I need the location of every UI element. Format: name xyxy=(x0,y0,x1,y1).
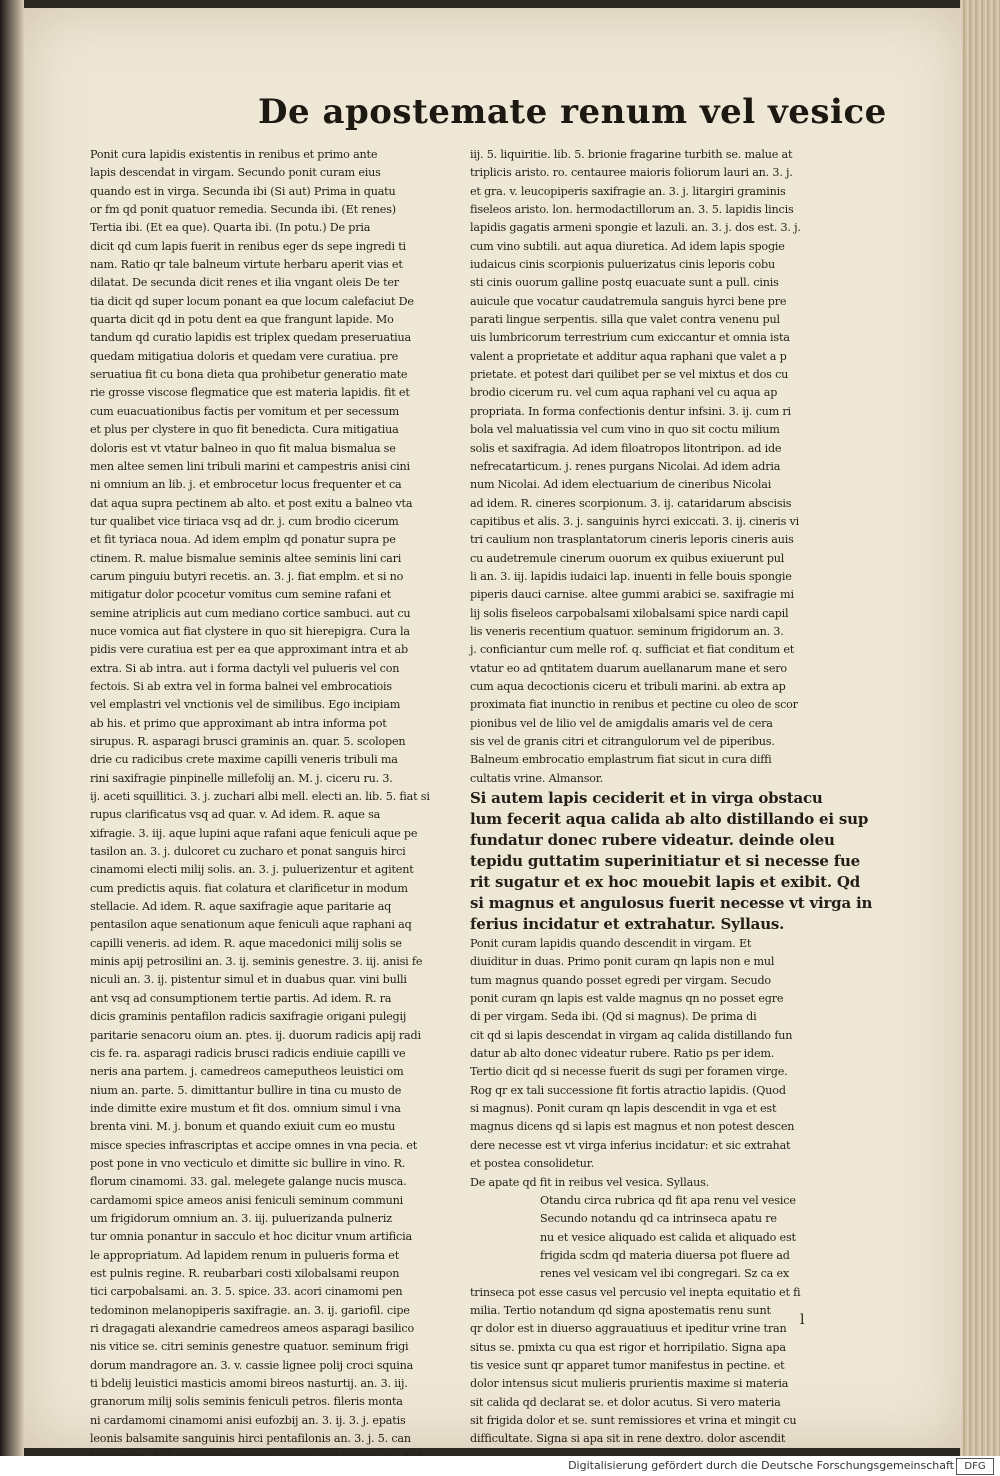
text-line: uis lumbricorum terrestrium cum exiccantur et omnia ista xyxy=(470,331,790,345)
text-line: ponit curam qn lapis est valde magnus qn no posset egre xyxy=(470,992,784,1006)
text-line: Otandu circa rubrica qd fit apa renu vel vesice xyxy=(540,1193,796,1207)
text-line: valent a proprietate et additur aqua raphani que valet a p xyxy=(470,349,787,363)
text-line: ni cardamomi cinamomi anisi eufozbij an. 3. ij. 3. j. epatis xyxy=(90,1413,406,1427)
text-line: brenta vini. M. j. bonum et quando exiuit cum eo mustu xyxy=(90,1120,396,1134)
text-line: dolor intensus sicut mulieris prurientis maxime si materia xyxy=(470,1377,789,1391)
text-line: sti cinis ouorum galline postq euacuate sunt a pull. cinis xyxy=(470,276,779,290)
text-line: leonis balsamite sanguinis hirci pentafilonis an. 3. j. 5. can xyxy=(90,1432,411,1446)
text-line: drie cu radicibus crete maxime capilli veneris tribuli ma xyxy=(90,753,398,767)
text-line: rupus clarificatus vsq ad quar. v. Ad idem. R. aque sa xyxy=(90,808,381,822)
text-line: tedominon melanopiperis saxifragie. an. 3. ij. gariofil. cipe xyxy=(90,1303,410,1317)
text-line: proximata fiat inunctio in renibus et pectine cu oleo de scor xyxy=(470,698,798,712)
text-line: paritarie senacoru oium an. ptes. ij. duorum radicis apij radi xyxy=(90,1028,421,1042)
text-line: pionibus vel de lilio vel de amigdalis amaris vel de cera xyxy=(470,716,773,730)
text-line: est pulnis regine. R. reubarbari costi xilobalsami reupon xyxy=(90,1266,400,1280)
text-line: iudaicus cinis scorpionis puluerizatus cinis leporis cobu xyxy=(470,258,776,272)
text-line: si magnus et angulosus fuerit necesse vt virga in xyxy=(470,894,873,913)
right-column-large-type-section xyxy=(470,788,873,935)
text-line: extra. Si ab intra. aut i forma dactyli vel pulueris vel con xyxy=(90,661,400,675)
text-line: tur qualibet vice tiriaca vsq ad dr. j. cum brodio cicerum xyxy=(90,514,399,528)
text-line: difficultate. Signa si apa sit in rene dextro. dolor ascendit xyxy=(470,1432,786,1446)
text-line: dicis graminis pentafilon radicis saxifragie origani pulegij xyxy=(90,1010,407,1024)
text-line: rie grosse viscose flegmatice que est materia lapidis. fit et xyxy=(90,386,410,400)
text-line: ad idem. R. cineres scorpionum. 3. ij. cataridarum abscisis xyxy=(470,496,792,510)
text-line: tepidu guttatim superinitiatur et si necesse fue xyxy=(470,852,861,871)
text-line: nefrecatarticum. j. renes purgans Nicolai. Ad idem adria xyxy=(470,459,781,473)
text-line: cum predictis aquis. fiat colatura et clarificetur in modum xyxy=(90,881,408,895)
text-line: Ponit curam lapidis quando descendit in virgam. Et xyxy=(470,937,752,951)
text-line: cum vino subtili. aut aqua diuretica. Ad idem lapis spogie xyxy=(470,239,785,253)
text-line: florum cinamomi. 33. gal. melegete galange nucis musca. xyxy=(90,1175,407,1189)
page-stack-edges xyxy=(960,0,1000,1456)
text-line: trinseca pot esse casus vel percusio vel inepta equitatio et fi xyxy=(470,1285,801,1299)
footer-bar xyxy=(0,1456,1000,1476)
right-column-section-b xyxy=(470,935,852,1192)
text-line: quedam mitigatiua doloris et quedam vere curatiua. pre xyxy=(90,349,399,363)
text-line: dorum mandragore an. 3. v. cassie lignee polij croci squina xyxy=(90,1358,414,1372)
text-line: sit frigida dolor et se. sunt remissiores et vrina et mingit cu xyxy=(470,1413,797,1427)
text-line: cum aqua decoctionis ciceru et tribuli marini. ab extra ap xyxy=(470,679,786,693)
text-line: bola vel maluatissia vel cum vino in quo sit coctu milium xyxy=(470,423,780,437)
text-line: auicule que vocatur caudatremula sanguis hyrci bene pre xyxy=(470,294,787,308)
text-line: fiseleos aristo. lon. hermodactillorum an. 3. 5. lapidis lincis xyxy=(470,203,794,217)
text-line: cis fe. ra. asparagi radicis brusci radicis endiuie capilli ve xyxy=(90,1046,406,1060)
text-line: brodio cicerum ru. vel cum aqua raphani vel cu aqua ap xyxy=(470,386,778,400)
text-line: ab his. et primo que approximant ab intra informa pot xyxy=(90,716,387,730)
text-line: semine atriplicis aut cum mediano cortice sambuci. aut cu xyxy=(90,606,411,620)
text-line: le appropriatum. Ad lapidem renum in pulueris forma et xyxy=(90,1248,399,1262)
text-line: Secundo notandu qd ca intrinseca apatu re xyxy=(540,1212,777,1226)
text-line: Si autem lapis ceciderit et in virga obstacu xyxy=(470,789,823,808)
text-line: et gra. v. leucopiperis saxifragie an. 3. j. litargiri graminis xyxy=(470,184,786,198)
text-line: milia. Tertio notandum qd signa apostematis renu sunt xyxy=(470,1303,771,1317)
text-line: j. conficiantur cum melle rof. q. sufficiat et fiat conditum et xyxy=(470,643,795,657)
text-line: tici carpobalsami. an. 3. 5. spice. 33. acori cinamomi pen xyxy=(90,1285,403,1299)
text-line: ni omnium an lib. j. et embrocetur locus frequenter et ca xyxy=(90,478,402,492)
text-line: sirupus. R. asparagi brusci graminis an. quar. 5. scolopen xyxy=(90,735,406,748)
text-line: nu et vesice aliquado est calida et aliquado est xyxy=(540,1230,796,1244)
text-line: renes vel vesicam vel ibi congregari. Sz ca ex xyxy=(540,1267,790,1281)
text-line: nis vitice se. citri seminis genestre quatuor. seminum frigi xyxy=(90,1340,409,1354)
text-line: niculi an. 3. ij. pistentur simul et in duabus quar. vini bulli xyxy=(90,973,407,987)
book-spine-edge xyxy=(0,0,24,1456)
text-line: solis et saxifragia. Ad idem filoatropos litontripon. ad ide xyxy=(470,441,782,455)
text-line: Balneum embrocatio emplastrum fiat sicut in cura diffi xyxy=(470,753,772,767)
text-line: sit calida qd declarat se. et dolor acutus. Si vero materia xyxy=(470,1395,781,1409)
text-line: ctinem. R. malue bismalue seminis altee seminis lini cari xyxy=(90,551,402,565)
text-line: situs se. pmixta cu qua est rigor et horripilatio. Signa apa xyxy=(470,1340,786,1354)
right-text-column xyxy=(470,146,873,1446)
text-line: ri dragagati alexandrie camedreos ameos asparagi basilico xyxy=(90,1322,414,1335)
text-line: pidis vere curatiua est per ea que approximant intra et ab xyxy=(90,643,408,657)
text-line: granorum milij solis seminis feniculi petros. fileris monta xyxy=(90,1395,403,1409)
text-line: xifragie. 3. iij. aque lupini aque rafani aque feniculi aque pe xyxy=(90,826,418,840)
text-line: carum pinguiu butyri recetis. an. 3. j. fiat emplm. et si no xyxy=(90,569,404,583)
text-line: minis apij petrosilini an. 3. ij. seminis genestre. 3. iij. anisi fe xyxy=(90,955,423,969)
text-line: ant vsq ad consumptionem tertie partis. Ad idem. R. ra xyxy=(90,991,392,1005)
text-line: propriata. In forma confectionis dentur infsini. 3. ij. cum ri xyxy=(470,404,791,418)
text-line: um frigidorum omnium an. 3. iij. puluerizanda pulneriz xyxy=(90,1211,392,1225)
text-line: diuiditur in duas. Primo ponit curam qn lapis non e mul xyxy=(470,955,775,969)
text-line: si magnus). Ponit curam qn lapis descendit in vga et est xyxy=(470,1102,777,1116)
text-line: cultatis vrine. Almansor. xyxy=(470,771,604,785)
right-column-section-c xyxy=(470,1284,852,1449)
page-number: l xyxy=(800,1312,805,1328)
text-line: cinamomi electi milij solis. an. 3. j. puluerizentur et agitent xyxy=(90,863,414,877)
text-line: De apate qd fit in reibus vel vesica. Syllaus. xyxy=(470,1175,710,1189)
text-line: or fm qd ponit quatuor remedia. Secunda ibi. (Et renes) xyxy=(90,203,396,217)
text-line: tandum qd curatio lapidis est triplex quedam preseruatiua xyxy=(90,331,411,345)
text-line: doloris est vt vtatur balneo in quo fit malua bismalua se xyxy=(90,441,396,455)
text-line: magnus dicens qd si lapis est magnus et non potest descen xyxy=(470,1120,795,1134)
text-line: lum fecerit aqua calida ab alto distillando ei sup xyxy=(470,810,869,829)
text-line: et plus per clystere in quo fit benedicta. Cura mitigatiua xyxy=(90,423,399,437)
text-line: di per virgam. Seda ibi. (Qd si magnus). De prima di xyxy=(470,1010,757,1024)
text-line: dere necesse est vt virga inferius incidatur: et sic extrahat xyxy=(470,1138,791,1152)
text-line: stellacie. Ad idem. R. aque saxifragie aque paritarie aq xyxy=(90,900,392,914)
text-line: Ponit cura lapidis existentis in renibus et primo ante xyxy=(90,148,378,161)
text-line: fectois. Si ab extra vel in forma balnei vel embrocatiois xyxy=(90,679,392,693)
text-line: cit qd si lapis descendat in virgam aq calida distillando fun xyxy=(470,1028,793,1042)
text-line: parati lingue serpentis. silla que valet contra venenu pul xyxy=(470,313,780,327)
text-line: lis veneris recentium quatuor. seminum frigidorum an. 3. xyxy=(470,624,784,638)
text-line: dilatat. De secunda dicit renes et ilia vngant oleis De ter xyxy=(90,276,399,290)
text-line: pentasilon aque senationum aque feniculi aque raphani aq xyxy=(90,918,412,932)
text-line: Tertio dicit qd si necesse fuerit ds sugi per foramen virge. xyxy=(470,1065,788,1079)
text-line: ti bdelij leuistici masticis amomi bireos nasturtij. an. 3. iij. xyxy=(90,1377,408,1391)
text-line: datur ab alto donec videatur rubere. Ratio ps per idem. xyxy=(470,1047,775,1061)
text-line: post pone in vno vecticulo et dimitte sic bullire in vino. R. xyxy=(90,1156,406,1170)
text-line: rini saxifragie pinpinelle millefolij an. M. j. ciceru ru. 3. xyxy=(90,771,393,785)
text-line: et fit tyriaca noua. Ad idem emplm qd ponatur supra pe xyxy=(90,533,396,547)
text-line: cu audetremule cinerum ouorum ex quibus exiuerunt pul xyxy=(470,551,785,565)
text-line: mitigatur dolor pcocetur vomitus cum semine rafani et xyxy=(90,588,391,602)
text-line: nam. Ratio qr tale balneum virtute herbaru aperit vias et xyxy=(90,258,403,272)
text-line: ferius incidatur et extrahatur. Syllaus. xyxy=(470,915,785,934)
text-line: seruatiua fit cu bona dieta qua prohibetur generatio mate xyxy=(90,368,408,382)
text-line: dat aqua supra pectinem ab alto. et post exitu a balneo vta xyxy=(90,496,413,510)
text-line: nium an. parte. 5. dimittantur bullire in tina cu musto de xyxy=(90,1083,402,1097)
text-line: quarta dicit qd in potu dent ea que frangunt lapide. Mo xyxy=(90,313,394,327)
text-line: Rog qr ex tali successione fit fortis atractio lapidis. (Quod xyxy=(470,1083,786,1097)
left-text-column xyxy=(90,146,472,1446)
text-line: vtatur eo ad qntitatem duarum auellanarum mane et sero xyxy=(470,661,787,675)
text-line: lapis descendat in virgam. Secundo ponit curam eius xyxy=(90,166,381,180)
text-line: tasilon an. 3. j. dulcoret cu zucharo et ponat sanguis hirci xyxy=(90,845,406,859)
text-line: tri caulium non trasplantatorum cineris leporis cineris auis xyxy=(470,533,794,547)
text-line: triplicis aristo. ro. centauree maioris foliorum lauri an. 3. j. xyxy=(470,166,793,180)
text-line: nuce vomica aut fiat clystere in quo sit hierepigra. Cura la xyxy=(90,624,410,638)
text-line: neris ana partem. j. camedreos cameputheos leuistici om xyxy=(90,1065,404,1079)
text-line: lapidis gagatis armeni spongie et lazuli. an. 3. j. dos est. 3. j. xyxy=(470,221,801,235)
text-line: tis vesice sunt qr apparet tumor manifestus in pectine. et xyxy=(470,1358,785,1372)
text-line: num Nicolai. Ad idem electuarium de cineribus Nicolai xyxy=(470,478,772,492)
text-line: men altee semen lini tribuli marini et campestris anisi cini xyxy=(90,459,410,473)
text-line: tur omnia ponantur in sacculo et hoc dicitur vnum artificia xyxy=(90,1230,412,1244)
text-line: prietate. et potest dari quilibet per se vel mixtus et dos cu xyxy=(470,368,789,382)
text-line: iij. 5. liquiritie. lib. 5. brionie fragarine turbith se. malue at xyxy=(470,148,793,161)
text-line: li an. 3. iij. lapidis iudaici lap. inuenti in felle bouis spongie xyxy=(470,569,792,583)
dfg-logo: DFG xyxy=(956,1458,994,1475)
text-line: rit sugatur et ex hoc mouebit lapis et exibit. Qd xyxy=(470,873,861,892)
text-line: cum euacuationibus factis per vomitum et per secessum xyxy=(90,404,400,418)
page-title: De apostemate renum vel vesice xyxy=(258,92,887,132)
text-line: Tertia ibi. (Et ea que). Quarta ibi. (In potu.) De pria xyxy=(90,221,371,235)
text-line: vel emplastri vel vnctionis vel de similibus. Ego incipiam xyxy=(90,698,401,712)
right-column-indented-section xyxy=(470,1192,852,1284)
right-column-section-a xyxy=(470,146,852,788)
text-line: fundatur donec rubere videatur. deinde oleu xyxy=(470,831,835,850)
text-line: ij. aceti squillitici. 3. j. zuchari albi mell. electi an. lib. 5. fiat si xyxy=(90,790,430,804)
text-line: tia dicit qd super locum ponant ea que locum calefaciut De xyxy=(90,294,414,308)
text-line: dicit qd cum lapis fuerit in renibus eger ds sepe ingredi ti xyxy=(90,239,406,253)
text-line: misce species infrascriptas et accipe omnes in vna pecia. et xyxy=(90,1138,418,1152)
text-line: et postea consolidetur. xyxy=(470,1157,595,1171)
text-line: frigida scdm qd materia diuersa pot fluere ad xyxy=(540,1248,790,1262)
text-line: piperis dauci carnise. altee gummi arabici se. saxifragie mi xyxy=(470,588,794,602)
text-line: capilli veneris. ad idem. R. aque macedonici milij solis se xyxy=(90,936,402,950)
text-line: lij solis fiseleos carpobalsami xilobalsami spice nardi capil xyxy=(470,606,789,620)
text-line: tum magnus quando posset egredi per virgam. Secudo xyxy=(470,973,771,987)
footer-credit: Digitalisierung gefördert durch die Deutsche Forschungsgemeinschaft xyxy=(568,1459,954,1472)
text-line: quando est in virga. Secunda ibi (Si aut) Prima in quatu xyxy=(90,184,396,198)
text-line: qr dolor est in diuerso aggrauatiuus et ipeditur vrine tran xyxy=(470,1322,787,1336)
text-line: inde dimitte exire mustum et fit dos. omnium simul i vna xyxy=(90,1101,401,1115)
text-line: cardamomi spice ameos anisi feniculi seminum communi xyxy=(90,1193,404,1207)
text-line: capitibus et alis. 3. j. sanguinis hyrci exiccati. 3. ij. cineris vi xyxy=(470,514,799,528)
text-line: sis vel de granis citri et citrangulorum vel de piperibus. xyxy=(470,735,775,748)
